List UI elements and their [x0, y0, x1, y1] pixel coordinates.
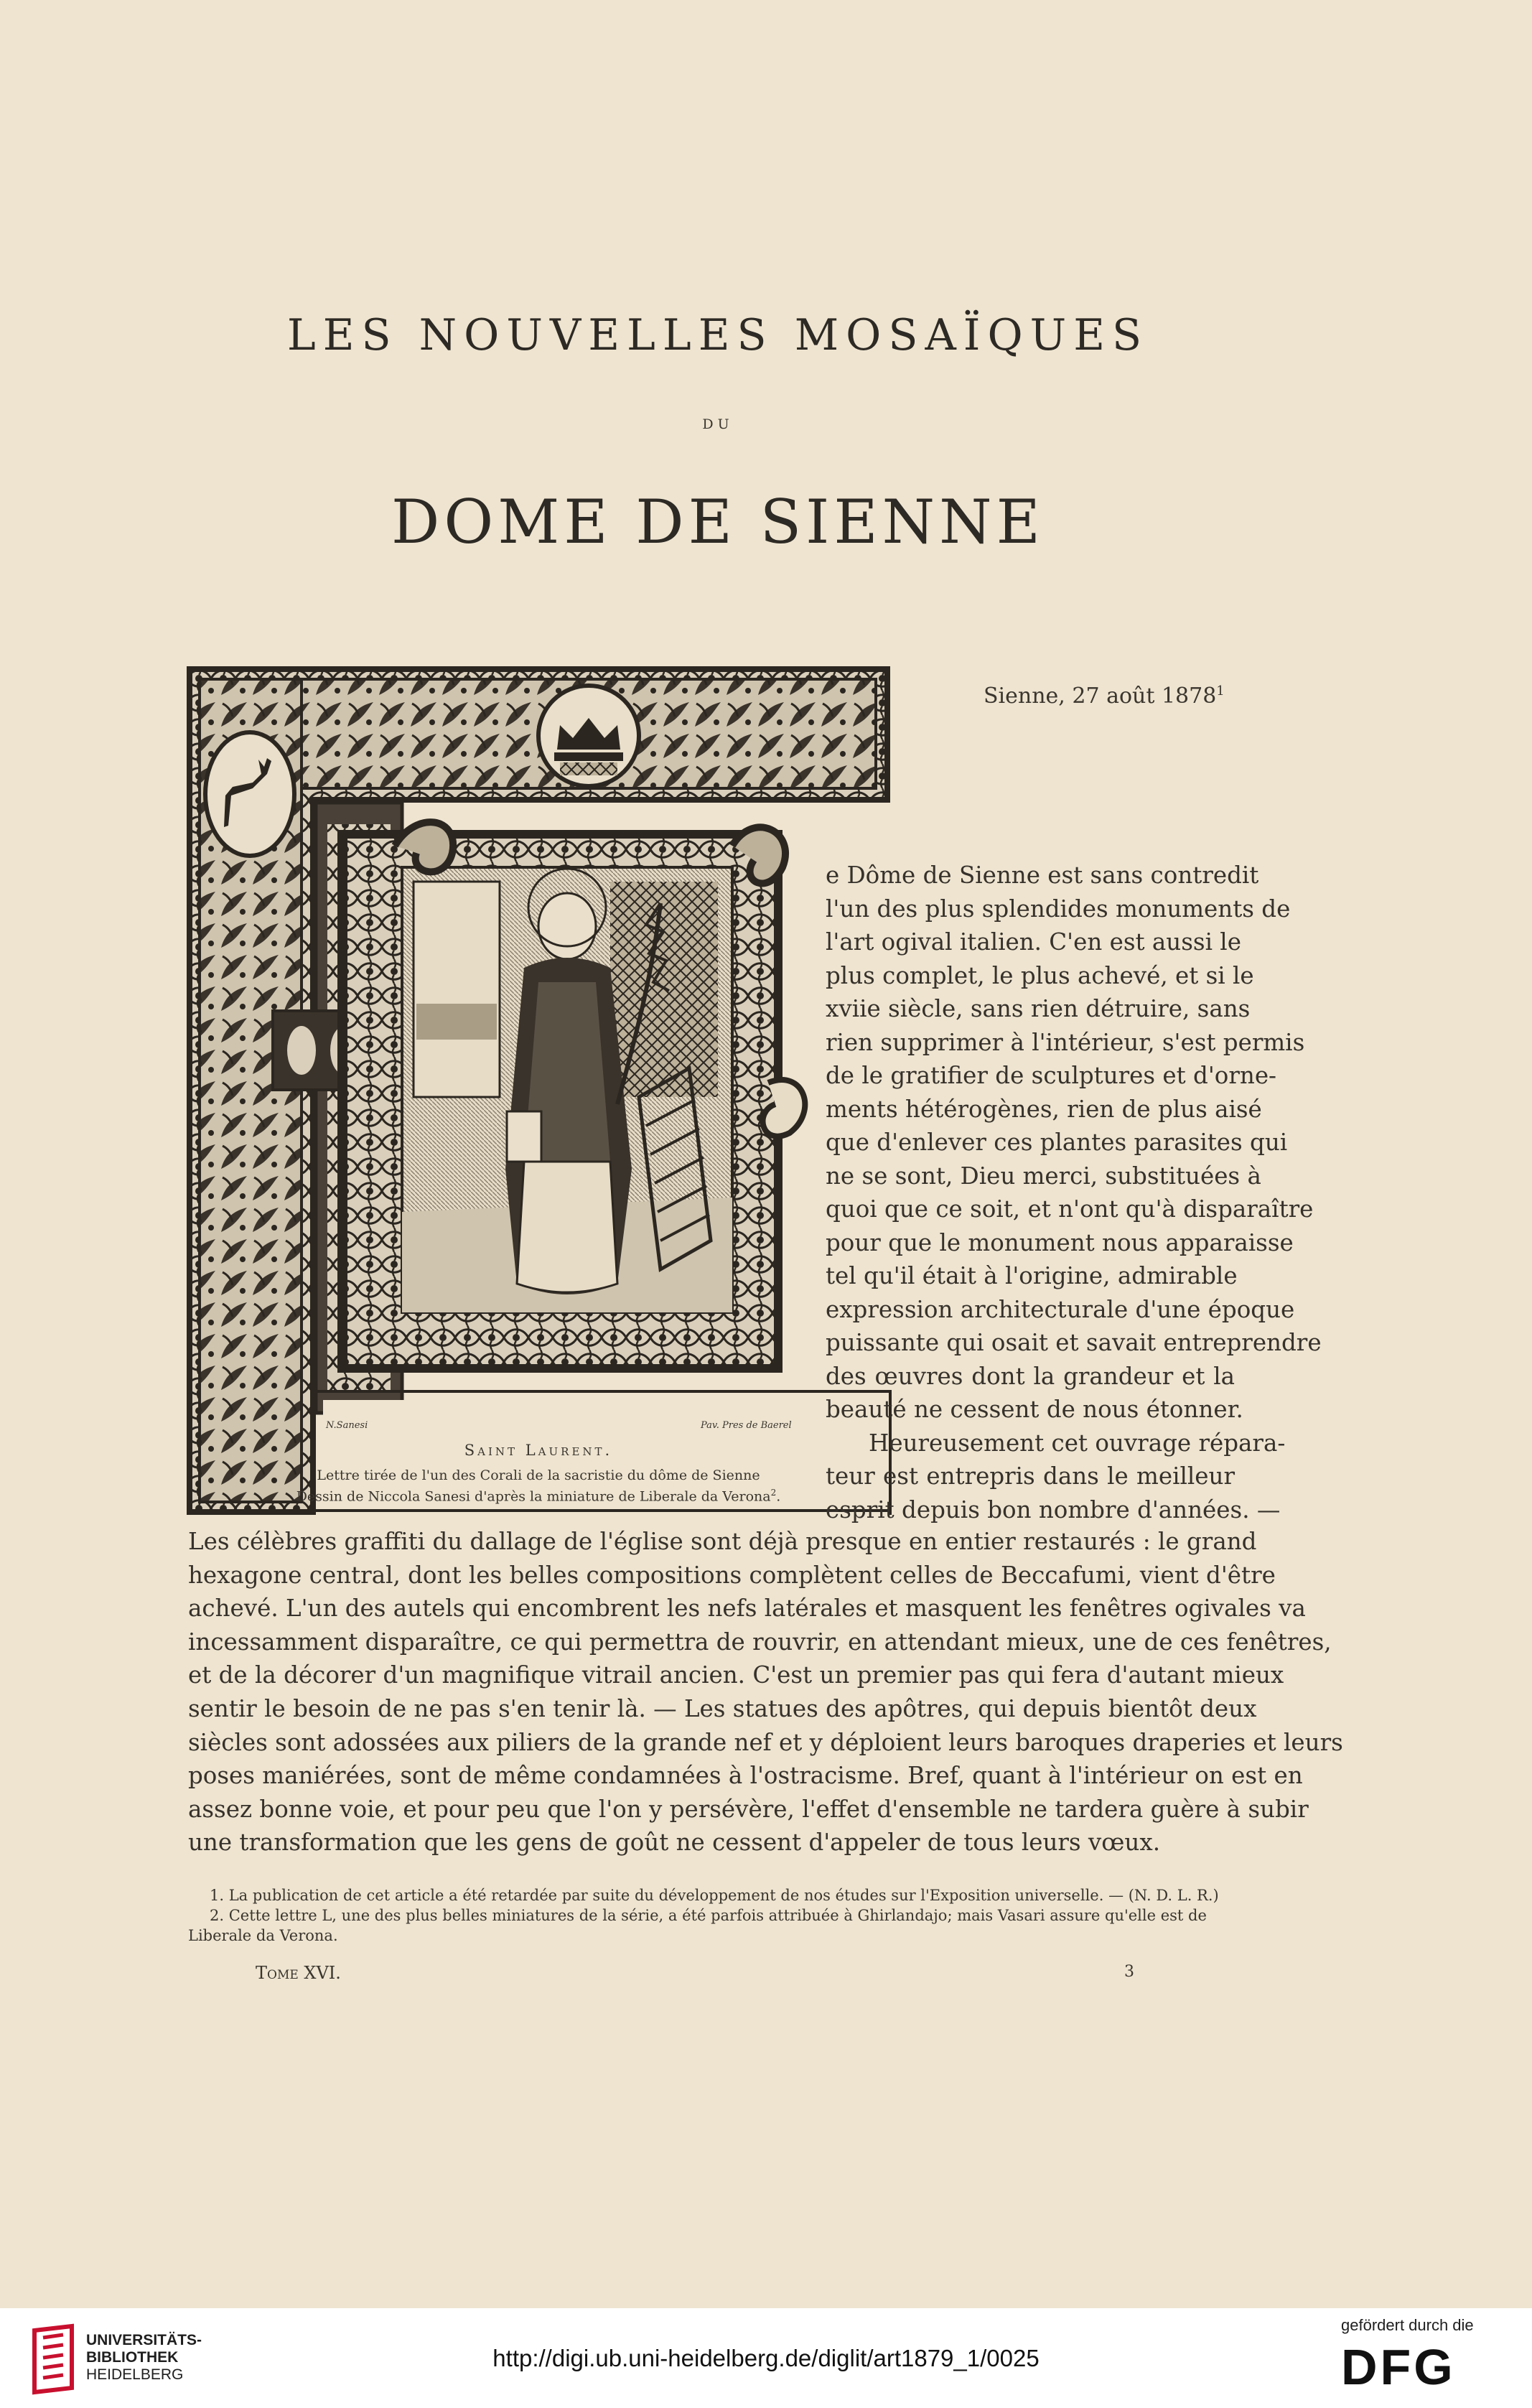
text-line: l'art ogival italien. C'en est aussi le — [826, 928, 1241, 956]
illuminated-initial-illustration — [187, 666, 890, 1515]
article-title-line1: LES NOUVELLES MOSAÏQUES — [286, 310, 1149, 360]
illustration-caption-line1: Lettre tirée de l'un des Corali de la sacristie du dôme de Sienne — [317, 1467, 760, 1483]
text-line: siècles sont adossées aux piliers de la grande nef et y déploient leurs baroques draperies et leurs — [188, 1728, 1343, 1756]
text-line: esprit depuis bon nombre d'années. — — [826, 1495, 1281, 1523]
text-line: de le gratifier de sculptures et d'orne- — [826, 1062, 1277, 1089]
dfg-logo: DFG — [1341, 2339, 1456, 2395]
illustration-signature-left: N.Sanesi — [326, 1420, 368, 1431]
text-line: que d'enlever ces plantes parasites qui — [826, 1129, 1288, 1156]
dateline — [984, 683, 1225, 709]
text-line: sentir le besoin de ne pas s'en tenir là. — Les statues des apôtres, qui depuis bientôt deux — [188, 1694, 1257, 1722]
caption-note-ref: 2 — [770, 1488, 777, 1498]
text-line: beauté ne cessent de nous étonner. — [826, 1396, 1243, 1423]
text-line: tel qu'il était à l'origine, admirable — [826, 1262, 1238, 1289]
text-line: Les célèbres graffiti du dallage de l'église sont déjà presque en entier restaurés : le grand — [188, 1528, 1257, 1555]
footnote-2: 2. Cette lettre L, une des plus belles miniatures de la série, a été parfois attribuée à Ghirlandajo; mais Vasari assure qu'elle est de — [210, 1907, 1207, 1924]
text-line: pour que le monument nous apparaisse — [826, 1228, 1294, 1256]
text-line: ne se sont, Dieu merci, substituées à — [826, 1162, 1261, 1190]
text-line: teur est entrepris dans le meilleur — [826, 1462, 1235, 1490]
caption-line2-text: Dessin de Niccola Sanesi d'après la miniature de Liberale da Verona — [296, 1488, 771, 1505]
text-line: plus complet, le plus achevé, et si le — [826, 961, 1254, 989]
text-line: xviie siècle, sans rien détruire, sans — [826, 995, 1251, 1022]
page-number: 3 — [1124, 1963, 1134, 1981]
illustration-signature-right: Pav. Pres de Baerel — [701, 1420, 792, 1431]
library-name-line: HEIDELBERG — [86, 2366, 184, 2383]
permalink-url[interactable]: http://digi.ub.uni-heidelberg.de/diglit/art1879_1/0025 — [492, 2345, 1040, 2371]
volume-label: Tome XVI. — [256, 1963, 341, 1983]
text-line: Heureusement cet ouvrage répara- — [869, 1429, 1286, 1457]
text-line: incessamment disparaître, ce qui permettra de rouvrir, en attendant mieux, une de ces fenêtres, — [188, 1628, 1332, 1656]
funding-text: gefördert durch die — [1341, 2316, 1474, 2334]
text-line: des œuvres dont la grandeur et la — [826, 1362, 1235, 1390]
text-line: rien supprimer à l'intérieur, s'est permis — [826, 1028, 1305, 1056]
article-column-text — [826, 859, 1322, 1526]
text-line: ments hétérogènes, rien de plus aisé — [826, 1095, 1262, 1123]
text-line: et de la décorer d'un magnifique vitrail ancien. C'est un premier pas qui fera d'autant mieux — [188, 1661, 1284, 1689]
illustration-caption-title: Saint Laurent. — [464, 1442, 613, 1459]
text-line: une transformation que les gens de goût ne cessent d'appeler de tous leurs vœux. — [188, 1829, 1161, 1857]
text-line: expression architecturale d'une époque — [826, 1295, 1295, 1323]
library-name-line: BIBLIOTHEK — [86, 2349, 179, 2366]
illustration-caption-line2: Dessin de Niccola Sanesi d'après la miniature de Liberale da Verona$^2$. — [296, 1488, 781, 1505]
library-name-line: UNIVERSITÄTS- — [86, 2332, 202, 2348]
text-line: e Dôme de Sienne est sans contredit — [826, 862, 1259, 889]
text-line: l'un des plus splendides monuments de — [826, 895, 1291, 923]
footnote-2-continued: Liberale da Verona. — [188, 1927, 338, 1944]
text-line: puissante qui osait et savait entreprendre — [826, 1329, 1322, 1356]
footnote-1: 1. La publication de cet article a été retardée par suite du développement de nos études sur l'Exposition universelle. — (N. D. L. R.) — [210, 1887, 1219, 1904]
text-line: quoi que ce soit, et n'ont qu'à disparaître — [826, 1195, 1314, 1223]
article-title-line2: DOME DE SIENNE — [391, 487, 1045, 557]
dateline-text: Sienne, 27 août 1878 — [984, 683, 1217, 709]
footnotes — [188, 1885, 1235, 1946]
dateline-note-ref: 1 — [1216, 683, 1225, 699]
article-full-width-text — [188, 1525, 1343, 1859]
text-line: poses maniérées, sont de même condamnées à l'ostracisme. Bref, quant à l'intérieur on est en — [188, 1762, 1303, 1790]
text-line: achevé. L'un des autels qui encombrent les nefs latérales et masquent les fenêtres ogivales va — [188, 1595, 1306, 1623]
text-line: assez bonne voie, et pour peu que l'on y persévère, l'effet d'ensemble ne tardera guère à subir — [188, 1795, 1309, 1823]
article-title-du: DU — [702, 416, 734, 432]
text-line: hexagone central, dont les belles compositions complètent celles de Beccafumi, vient d'être — [188, 1561, 1276, 1589]
